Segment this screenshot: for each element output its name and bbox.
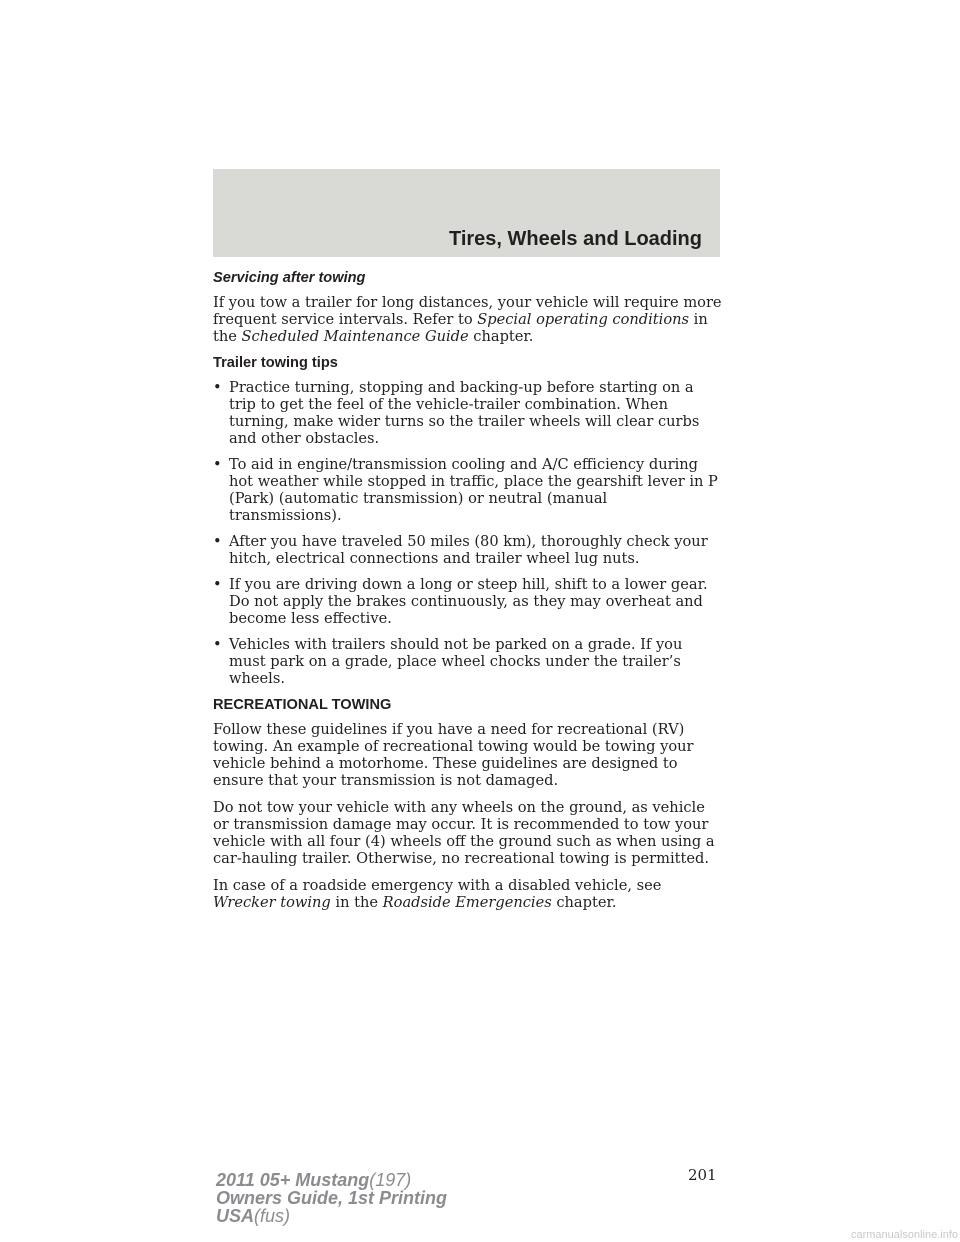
footer-line-3 [216, 1207, 447, 1225]
footer-region-code: (fus) [254, 1206, 291, 1226]
servicing-text-before: If you tow a trailer for long distances, your vehicle will require more frequent service intervals. Refer to [213, 294, 722, 328]
bullet-glyph: • [213, 379, 222, 396]
servicing-heading: Servicing after towing [213, 270, 366, 286]
list-item-text: To aid in engine/transmission cooling and A/C efficiency during hot weather while stopped in traffic, place the gearshift lever in P (Park) (automatic transmission) or neutral (manual transmissions). [229, 456, 718, 524]
servicing-paragraph [213, 294, 723, 345]
recreational-towing-heading: RECREATIONAL TOWING [213, 697, 392, 713]
list-item [213, 379, 723, 447]
tips-list [213, 379, 723, 687]
section-title: Tires, Wheels and Loading [448, 228, 702, 250]
recreational-text-mid: in the [335, 894, 379, 911]
footer-line-1 [216, 1171, 447, 1189]
servicing-reference-2: Scheduled Maintenance Guide [241, 328, 469, 345]
recreational-paragraph-1: Follow these guidelines if you have a need for recreational (RV) towing. An example of recreational towing would be towing your vehicle behind a motorhome. These guidelines are designed to ensure that your transmission is not damaged. [213, 721, 694, 789]
recreational-paragraph-3 [213, 877, 723, 911]
list-item-text: Practice turning, stopping and backing-up before starting on a trip to get the feel of the vehicle-trailer combination. When turning, make wider turns so the trailer wheels will clear curbs and other obstacles. [229, 379, 700, 447]
list-item [213, 576, 723, 627]
list-item [213, 456, 723, 524]
bullet-glyph: • [213, 533, 222, 550]
recreational-paragraph-2: Do not tow your vehicle with any wheels on the ground, as vehicle or transmission damage may occur. It is recommended to tow your vehicle with all four (4) wheels off the ground such as when using a car-hauling trailer. Otherwise, no recreational towing is permitted. [213, 799, 715, 867]
page-number: 201 [688, 1166, 717, 1184]
tips-heading: Trailer towing tips [213, 355, 338, 371]
list-item-text: If you are driving down a long or steep hill, shift to a lower gear. Do not apply the brakes continuously, as they may overheat and become less effective. [229, 576, 708, 627]
servicing-text-after: chapter. [473, 328, 534, 345]
recreational-text-after: chapter. [556, 894, 617, 911]
page-content [213, 270, 723, 921]
print-footer [216, 1171, 447, 1225]
list-item [213, 636, 723, 687]
servicing-reference-1: Special operating conditions [477, 311, 690, 328]
list-item-text: Vehicles with trailers should not be parked on a grade. If you must park on a grade, place wheel chocks under the trailer’s wheels. [229, 636, 683, 687]
watermark: carmanualsonline.info [850, 1229, 958, 1241]
bullet-glyph: • [213, 636, 222, 653]
servicing-text-mid: in the [213, 311, 708, 345]
bullet-glyph: • [213, 456, 222, 473]
section-header-band [213, 169, 720, 257]
wrecker-towing-reference: Wrecker towing [213, 894, 331, 911]
list-item-text: After you have traveled 50 miles (80 km), thoroughly check your hitch, electrical connections and trailer wheel lug nuts. [229, 533, 708, 567]
list-item [213, 533, 723, 567]
footer-line-2: Owners Guide, 1st Printing [216, 1188, 448, 1208]
bullet-glyph: • [213, 576, 222, 593]
footer-region: USA [216, 1206, 255, 1226]
recreational-text-before: In case of a roadside emergency with a disabled vehicle, see [213, 877, 662, 894]
footer-model: 2011 05+ Mustang [216, 1170, 370, 1190]
roadside-emergencies-reference: Roadside Emergencies [382, 894, 552, 911]
footer-page-code: (197) [369, 1170, 412, 1190]
